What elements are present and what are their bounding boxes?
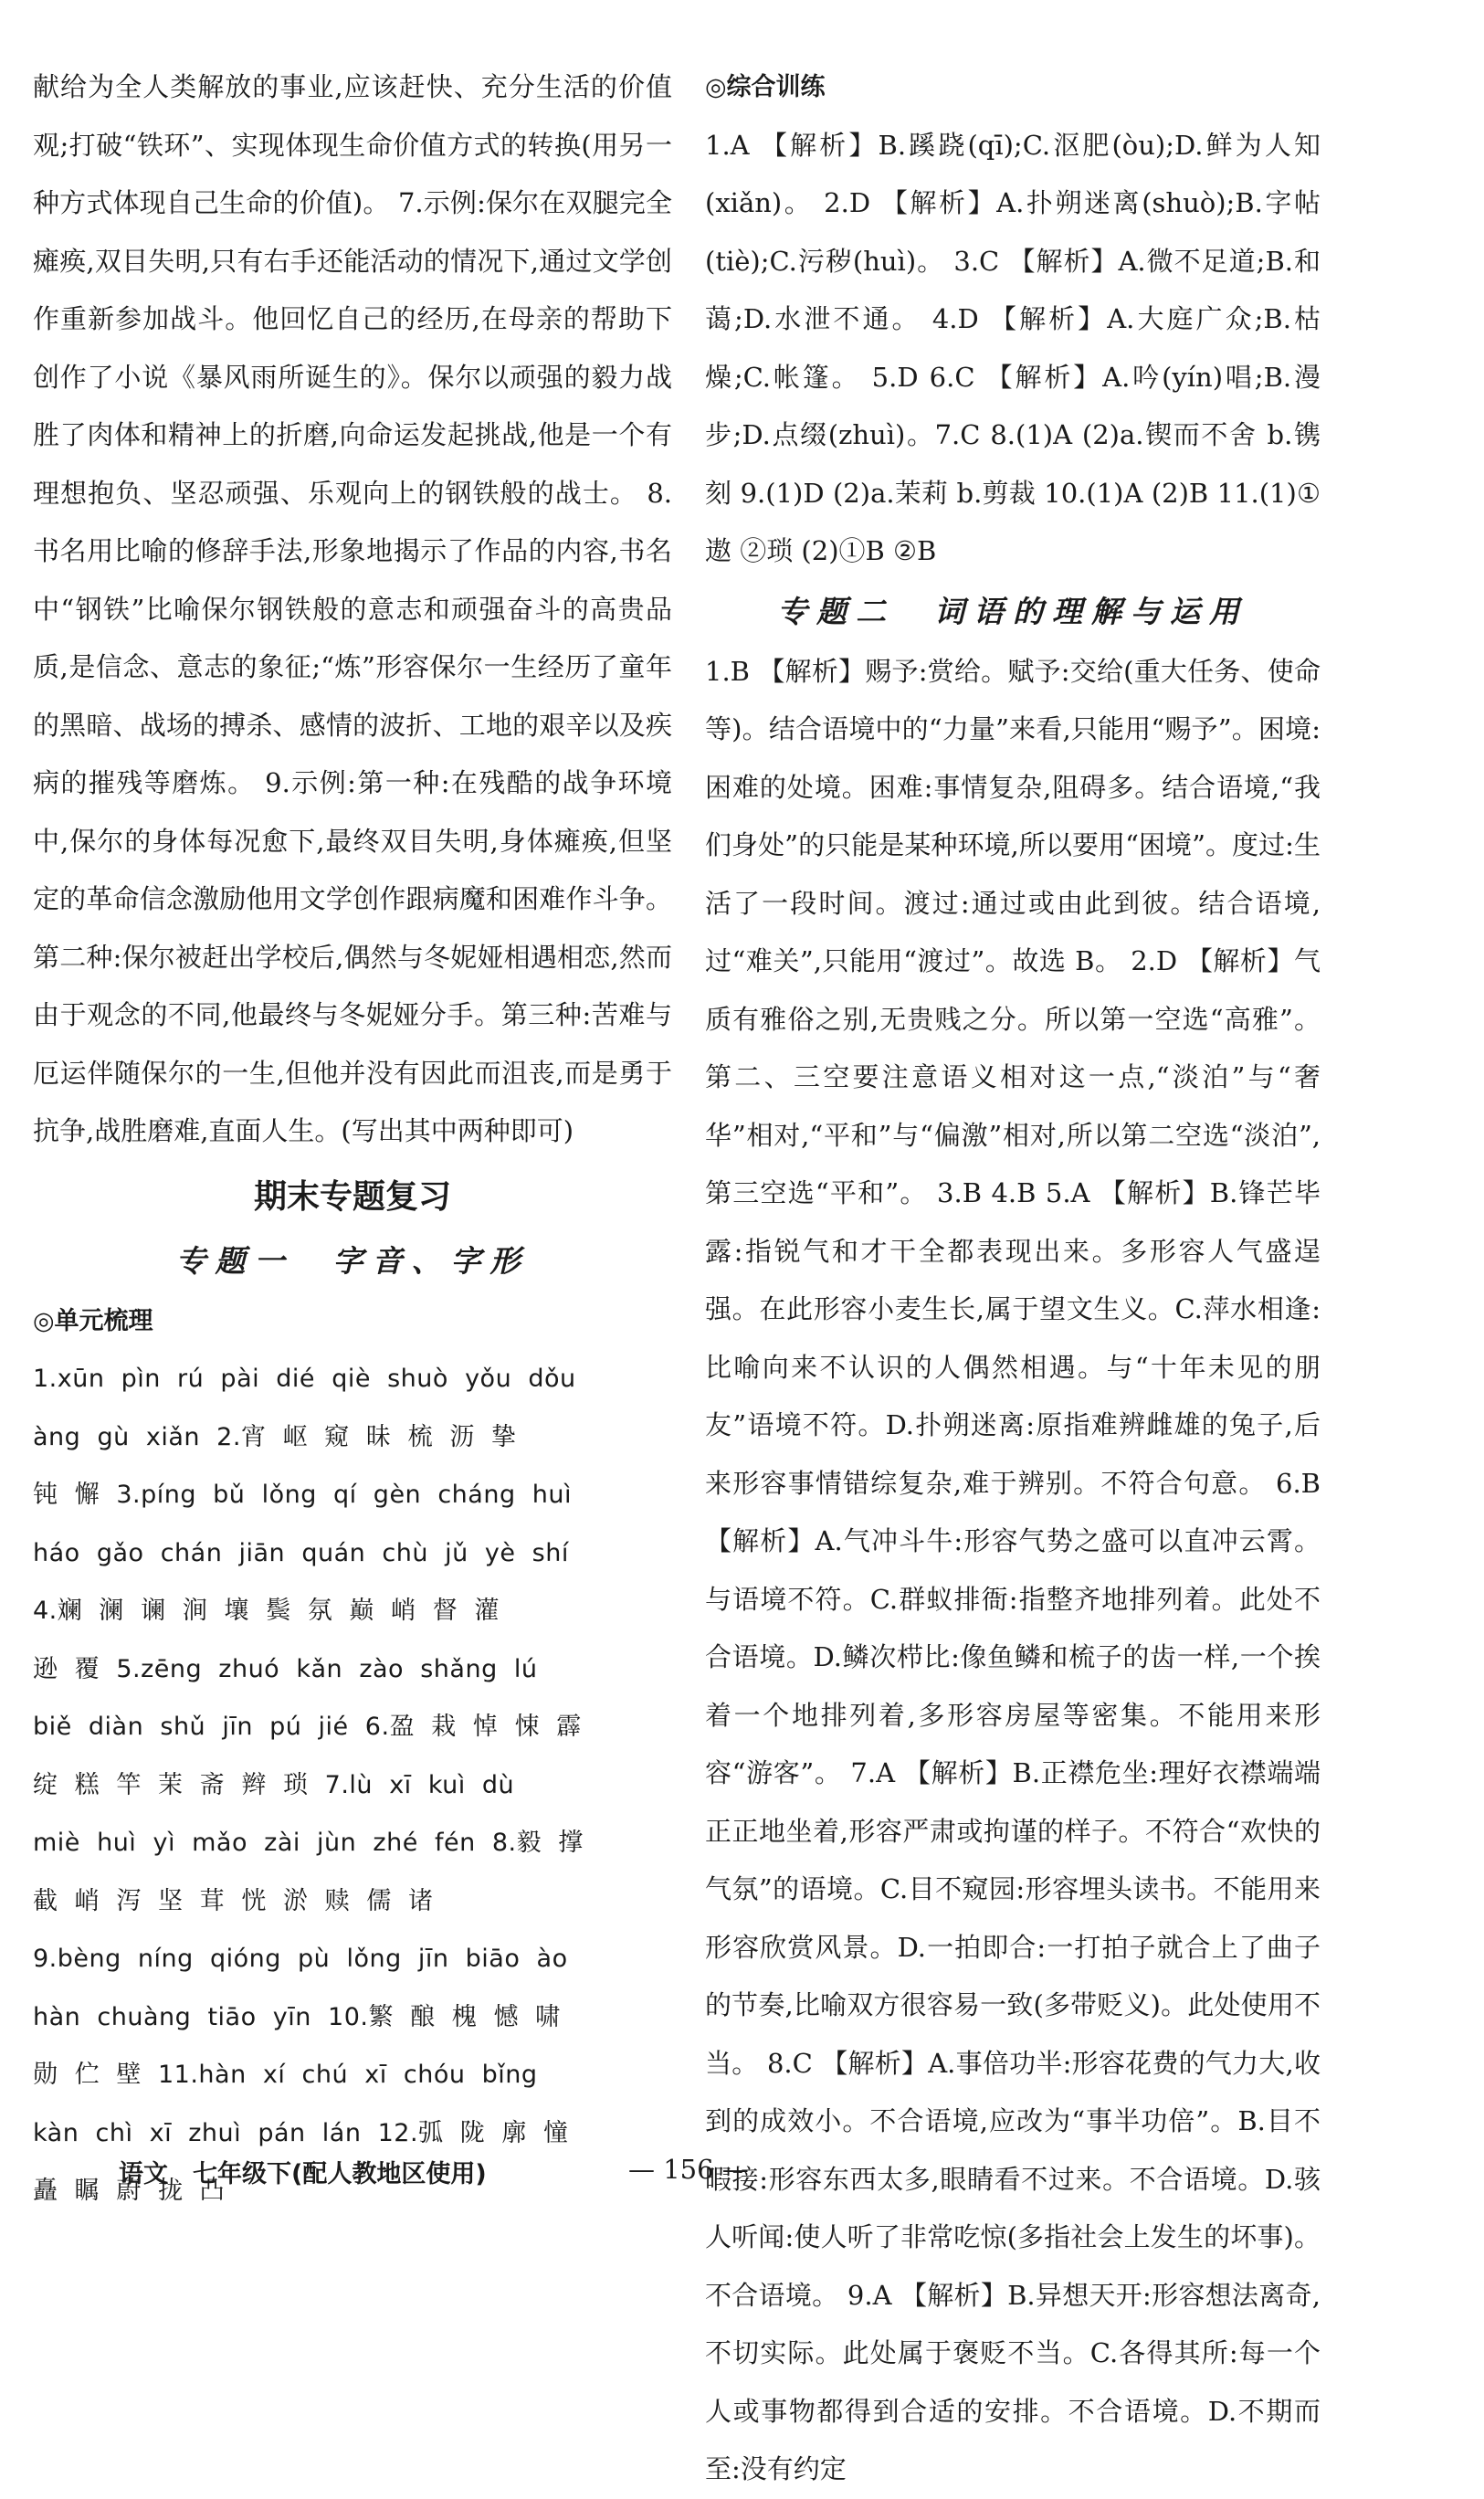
footer-subject: 语文 七年级下(配人教地区使用) — [119, 2160, 487, 2188]
topic2-title: 专题二 词语的理解与运用 — [777, 593, 1248, 629]
topic1-title: 专题一 字音、字形 — [175, 1242, 530, 1279]
page-number: — 156 — — [628, 2154, 749, 2185]
comprehensive-training-answers: 1.A 【解析】B.蹊跷(qī);C.沤肥(òu);D.鲜为人知(xiǎn)。 2.D 【解析】A.扑朔迷离(shuò);B.字帖(tiè);C.污秽(huì)。 3.C 【解析】A.微不足道;B.和蔼;D.水泄不通。 4.D 【解析】A.大庭广众;B.枯燥;C.帐篷。 5.D 6.C 【解析】A.吟(yín)唱;B.漫步;D.点缀(zhuì)。7.C 8.(1)A (2)a.锲而不舍 b.镌刻 9.(1)D (2)a.茉莉 b.剪裁 10.(1)A (2)B 11.(1)①遨 ②琐 (2)①B ②B — [705, 129, 1321, 566]
left-column — [33, 58, 672, 2220]
answer-paragraph-steel: 献给为全人类解放的事业,应该赶快、充分生活的价值观;打破“铁环”、实现体现生命价值方式的转换(用另一种方式体现自己生命的价值)。 7.示例:保尔在双腿完全瘫痪,双目失明,只有右手还能活动的情况下,通过文学创作重新参加战斗。他回忆自己的经历,在母亲的帮助下创作了小说《暴风雨所诞生的》。保尔以顽强的毅力战胜了肉体和精神上的折磨,向命运发起挑战,他是一个有理想抱负、坚忍顽强、乐观向上的钢铁般的战士。 8.书名用比喻的修辞手法,形象地揭示了作品的内容,书名中“钢铁”比喻保尔钢铁般的意志和顽强奋斗的高贵品质,是信念、意志的象征;“炼”形容保尔一生经历了童年的黑暗、战场的搏杀、感情的波折、工地的艰辛以及疾病的摧残等磨炼。 9.示例:第一种:在残酷的战争环境中,保尔的身体每况愈下,最终双目失明,身体瘫痪,但坚定的革命信念激励他用文学创作跟病魔和困难作斗争。第二种:保尔被赶出学校后,偶然与冬妮娅相遇相恋,然而由于观念的不同,他最终与冬妮娅分手。第三种:苦难与厄运伴随保尔的一生,但他并没有因此而沮丧,而是勇于抗争,战胜磨难,直面人生。(写出其中两种即可) — [33, 71, 672, 1146]
review-title: 期末专题复习 — [253, 1177, 451, 1216]
unit-review-label: ◎单元梳理 — [33, 1306, 153, 1335]
topic1-answers: 1.xūn pìn rú pài dié qiè shuò yǒu dǒu àng gù xiǎn 2.宵 岖 窥 昧 梳 沥 挚 钝 懈 3.píng bǔ lǒng qí gèn cháng huì háo gǎo chán jiān quán chù jǔ yè shí 4.斓 澜 谰 涧 壤 鬓 氛 巅 峭 督 灌 逊 覆 5.zēng zhuó kǎn zào shǎng lú biě diàn shǔ jīn pú jié 6.盈 栽 悼 悚 霹 绽 糕 竿 茉 斋 辫 琐 7.lù xī kuì dù miè huì yì mǎo zài jùn zhé fén 8.毅 撑 截 峭 泻 坚 茸 恍 淤 赎 儒 诸 9.bèng níng qióng pù lǒng jīn biāo ào hàn chuàng tiāo yīn 10.繁 酿 槐 憾 啸 勋 伫 壁 11.hàn xí chú xī chóu bǐng kàn chì xī zhuì pán lán 12.弧 陇 廓 憧 矗 瞩 蔚 拢 凸 — [33, 1365, 584, 2205]
topic2-answers: 1.B 【解析】赐予:赏给。赋予:交给(重大任务、使命等)。结合语境中的“力量”来看,只能用“赐予”。困境:困难的处境。困难:事情复杂,阻碍多。结合语境,“我们身处”的只能是某种环境,所以要用“困境”。度过:生活了一段时间。渡过:通过或由此到彼。结合语境,过“难关”,只能用“渡过”。故选 B。 2.D 【解析】气质有雅俗之别,无贵贱之分。所以第一空选“高雅”。第二、三空要注意语义相对这一点,“淡泊”与“奢华”相对,“平和”与“偏激”相对,所以第二空选“淡泊”,第三空选“平和”。 3.B 4.B 5.A 【解析】B.锋芒毕露:指锐气和才干全都表现出来。多形容人气盛逞强。在此形容小麦生长,属于望文生义。C.萍水相逢:比喻向来不认识的人偶然相遇。与“十年未见的朋友”语境不符。D.扑朔迷离:原指难辨雌雄的兔子,后来形容事情错综复杂,难于辨别。不符合句意。 6.B 【解析】A.气冲斗牛:形容气势之盛可以直冲云霄。与语境不符。C.群蚁排衙:指整齐地排列着。此处不合语境。D.鳞次栉比:像鱼鳞和梳子的齿一样,一个挨着一个地排列着,多形容房屋等密集。不能用来形容“游客”。 7.A 【解析】B.正襟危坐:理好衣襟端端正正地坐着,形容严肃或拘谨的样子。不符合“欢快的气氛”的语境。C.目不窥园:形容埋头读书。不能用来形容欣赏风景。D.一拍即合:一打拍子就合上了曲子的节奏,比喻双方很容易一致(多带贬义)。此处使用不当。 8.C 【解析】A.事倍功半:形容花费的气力大,收到的成效小。不合语境,应改为“事半功倍”。B.目不暇接:形容东西太多,眼睛看不过来。不合语境。D.骇人听闻:使人听了非常吃惊(多指社会上发生的坏事)。不合语境。 9.A 【解析】B.异想天开:形容想法离奇,不切实际。此处属于褒贬不当。C.各得其所:每一个人或事物都得到合适的安排。不合语境。D.不期而至:没有约定 — [705, 655, 1321, 2484]
right-column — [705, 58, 1321, 2499]
comprehensive-training-label: ◎综合训练 — [705, 73, 826, 101]
